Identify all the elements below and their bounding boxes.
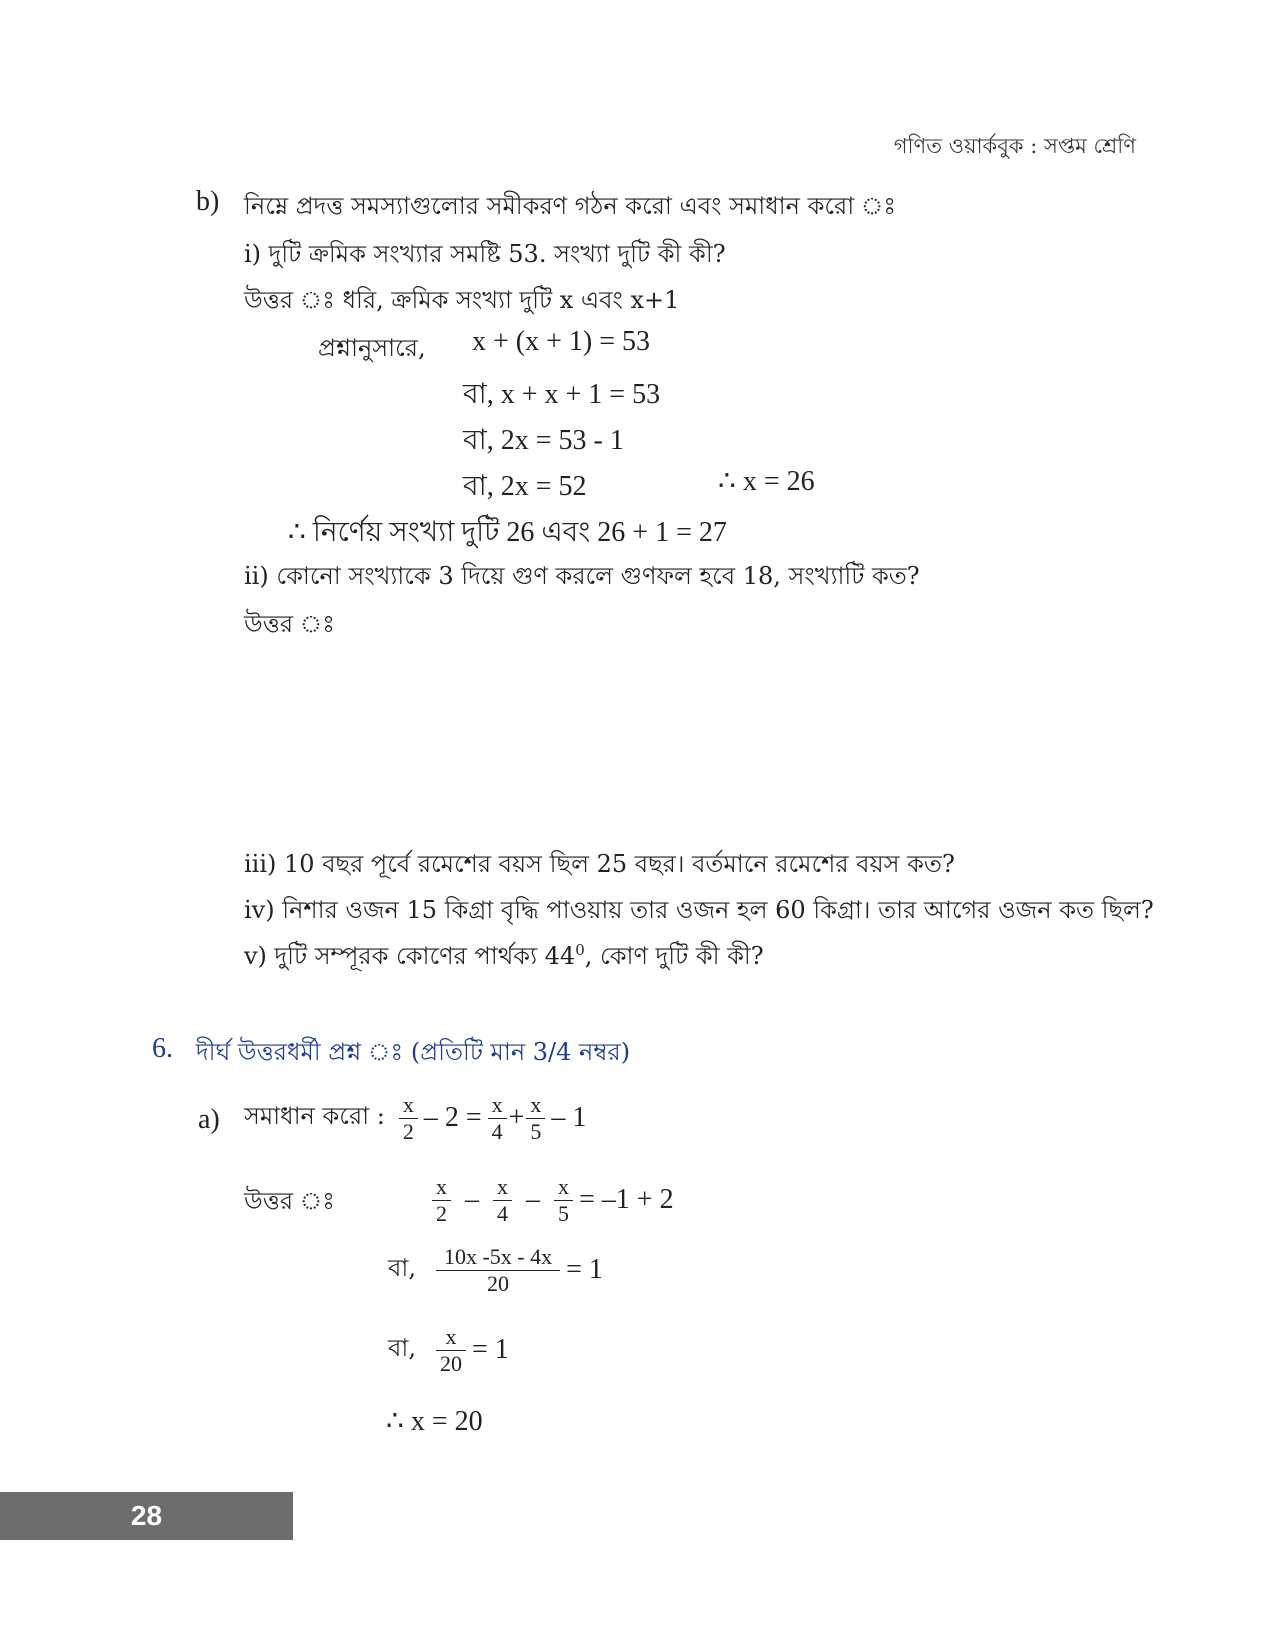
- degree-superscript: 0: [575, 941, 585, 959]
- running-header: গণিত ওয়ার্কবুক : সপ্তম শ্রেণি: [893, 134, 1136, 158]
- part-a-equation: সমাধান করো : $\frac{x}{2}$ – 2 = $\frac{x}{4}$ + $\frac{x}{5}$ – 1: [244, 1092, 587, 1144]
- fraction: $\frac{10x -5x - 4x}{20}$: [436, 1244, 560, 1296]
- solution-result: ∴ x = 20: [386, 1406, 483, 1437]
- solve-prompt: সমাধান করো :: [244, 1102, 385, 1130]
- page-number-bar: [0, 1492, 293, 1540]
- question-5-text-after: , কোণ দুটি কী কী?: [584, 942, 764, 970]
- fraction: $\frac{x}{20}$: [436, 1324, 466, 1376]
- question-1-answer-intro: উত্তর ঃ ধরি, ক্রমিক সংখ্যা দুটি x এবং x+1: [244, 286, 680, 314]
- equation-step-1: x + (x + 1) = 53: [472, 326, 651, 357]
- page-number: 28: [130, 1500, 163, 1531]
- question-2-answer-label: উত্তর ঃ: [244, 610, 335, 638]
- fraction: $\frac{x}{2}$: [432, 1174, 451, 1226]
- solution-step-3: বা, $\frac{x}{20}$ = 1: [388, 1324, 509, 1376]
- solution-step-2: বা, $\frac{10x -5x - 4x}{20}$ = 1: [388, 1244, 603, 1296]
- section-6-number: 6.: [152, 1033, 173, 1064]
- according-label: প্রশ্নানুসারে,: [318, 334, 426, 362]
- fraction: $\frac{x}{4}$: [493, 1174, 512, 1226]
- equation-step-2: বা, x + x + 1 = 53: [463, 379, 661, 410]
- equation-step-4: বা, 2x = 52: [463, 471, 587, 502]
- solution-step-1: $\frac{x}{2}$ – $\frac{x}{4}$ – $\frac{x}{5}$ = –1 + 2: [432, 1168, 680, 1232]
- equation-step-3: বা, 2x = 53 - 1: [463, 425, 624, 456]
- part-a-answer-label: উত্তর ঃ: [244, 1187, 335, 1215]
- question-3: iii) 10 বছর পূর্বে রমেশের বয়স ছিল 25 বছর। বর্তমানে রমেশের বয়স কত?: [244, 850, 955, 878]
- equation-result: ∴ x = 26: [718, 466, 815, 497]
- fraction: $\frac{x}{2}$: [399, 1092, 418, 1144]
- question-5-text-before: v) দুটি সম্পূরক কোণের পার্থক্য 44: [244, 942, 576, 970]
- question-5: [244, 938, 764, 978]
- question-1: i) দুটি ক্রমিক সংখ্যার সমষ্টি 53. সংখ্যা দুটি কী কী?: [244, 240, 726, 268]
- fraction: $\frac{x}{4}$: [488, 1092, 507, 1144]
- fraction: $\frac{x}{5}$: [526, 1092, 545, 1144]
- question-1-conclusion: ∴ নির্ণেয় সংখ্যা দুটি 26 এবং 26 + 1 = 27: [288, 517, 727, 548]
- question-4: iv) নিশার ওজন 15 কিগ্রা বৃদ্ধি পাওয়ায় তার ওজন হল 60 কিগ্রা। তার আগের ওজন কত ছিল?: [244, 896, 1154, 924]
- section-b-label: b): [196, 186, 220, 217]
- section-b-instruction: নিম্নে প্রদত্ত সমস্যাগুলোর সমীকরণ গঠন করো এবং সমাধান করো ঃ: [244, 192, 897, 220]
- part-a-label: a): [198, 1104, 220, 1135]
- section-6-title: দীর্ঘ উত্তরধর্মী প্রশ্ন ঃ (প্রতিটি মান 3/4 নম্বর): [196, 1038, 631, 1066]
- fraction: $\frac{x}{5}$: [554, 1174, 573, 1226]
- question-2: ii) কোনো সংখ্যাকে 3 দিয়ে গুণ করলে গুণফল হবে 18, সংখ্যাটি কত?: [244, 562, 920, 590]
